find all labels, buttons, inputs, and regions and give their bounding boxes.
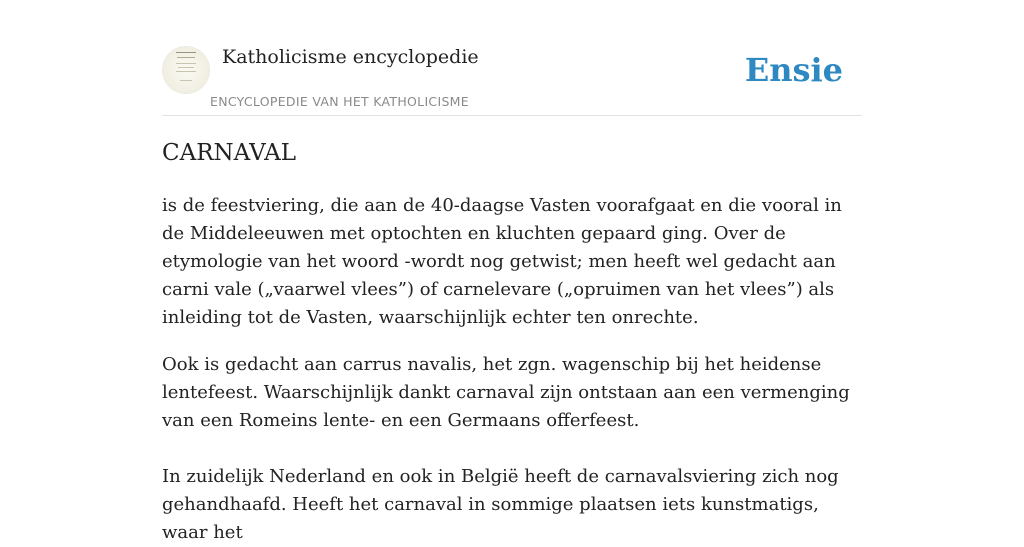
ensie-logo-link[interactable]: Ensie: [744, 51, 843, 89]
book-cover-icon[interactable]: [162, 46, 210, 94]
page-container: [162, 0, 862, 543]
entry-paragraph: Ook is gedacht aan carrus navalis, het zgn. wagenschip bij het heidense lentefeest. Waarschijnlijk dankt carnaval zijn ontstaan aan een vermenging van een Romeins lente- en een Germaans offerfeest.: [162, 354, 850, 431]
entry-paragraph: is de feestviering, die aan de 40-daagse Vasten voorafgaat en die vooral in de Middeleeuwen met optochten en kluchten gepaard ging. Over de etymologie van het woord -wordt nog getwist; men heeft wel gedacht aan carni vale („vaarwel vlees”) of carnelevare („opruimen van het vlees”) als inleiding tot de Vasten, waarschijnlijk echter ten onrechte.: [162, 195, 842, 328]
site-subtitle: ENCYCLOPEDIE VAN HET KATHOLICISME: [210, 94, 469, 109]
entry-paragraph: In zuidelijk Nederland en ook in België heeft de carnavalsviering zich nog gehandhaafd. Heeft het carnaval in sommige plaatsen iets kunstmatigs, waar het: [162, 466, 839, 543]
entry-title: CARNAVAL: [162, 140, 297, 166]
site-header: [162, 0, 862, 116]
site-title-link[interactable]: Katholicisme encyclopedie: [222, 46, 479, 68]
